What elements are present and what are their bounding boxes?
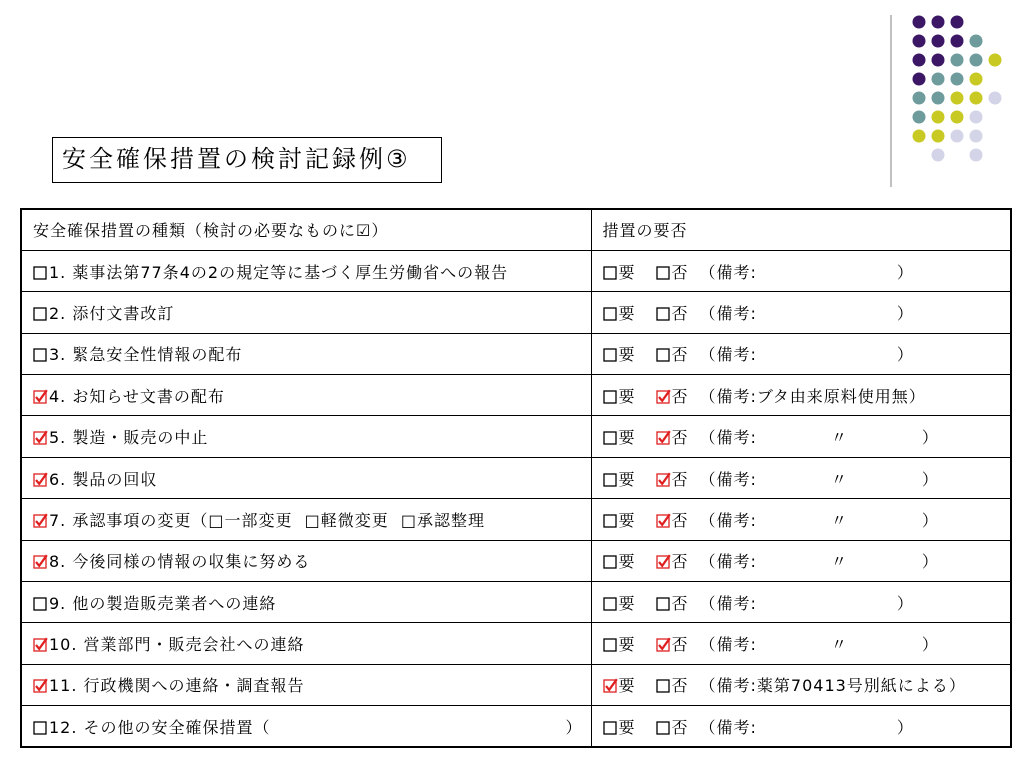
required-label: 要 <box>618 635 636 655</box>
table-row <box>21 582 1011 623</box>
dot-teal <box>970 54 983 67</box>
measures-table-body <box>21 209 1011 747</box>
check-mark-icon <box>36 638 47 649</box>
dot-lavender <box>951 130 964 143</box>
required-option[interactable] <box>603 632 656 655</box>
dot-yellow <box>932 111 945 124</box>
dot-teal <box>951 73 964 86</box>
checkbox-icon <box>603 637 618 652</box>
required-label: 要 <box>618 386 636 406</box>
not-required-label: 否 <box>671 717 689 737</box>
checkbox-icon <box>603 430 618 445</box>
checkbox-icon <box>656 265 671 280</box>
remarks-close: ） <box>948 676 966 696</box>
check-mark-icon <box>36 680 47 691</box>
checkbox-icon <box>656 596 671 611</box>
required-label: 要 <box>618 510 636 530</box>
required-checkbox-unchecked[interactable] <box>603 430 618 445</box>
not-required-option[interactable] <box>656 301 700 324</box>
not-required-label: 否 <box>671 510 689 530</box>
measure-checkbox-checked[interactable] <box>33 554 48 569</box>
measure-cell <box>21 416 591 457</box>
check-mark-icon <box>659 473 670 484</box>
required-label: 要 <box>618 717 636 737</box>
checkbox-icon <box>33 472 48 487</box>
not-required-checkbox-checked[interactable] <box>656 430 671 445</box>
checkbox-icon <box>656 347 671 362</box>
not-required-checkbox-checked[interactable] <box>656 513 671 528</box>
not-required-label: 否 <box>671 262 689 282</box>
measure-checkbox-unchecked[interactable] <box>33 306 48 321</box>
check-mark-icon <box>659 514 670 525</box>
checkbox-frame <box>604 639 616 651</box>
not-required-checkbox-unchecked[interactable] <box>656 265 671 280</box>
remarks-text: 〃 <box>830 510 848 530</box>
not-required-option[interactable] <box>656 715 700 738</box>
measure-label: 7. 承認事項の変更（□一部変更 □軽微変更 □承認整理 <box>49 510 486 530</box>
checkbox-frame <box>604 515 616 527</box>
remarks-close: ） <box>921 635 939 655</box>
remarks-text: 薬第70413号別紙による <box>756 676 949 696</box>
checkbox-frame <box>34 598 46 610</box>
header-measure-type: 安全確保措置の種類（検討の必要なものに☑） <box>21 209 591 250</box>
check-mark-icon <box>36 556 47 567</box>
required-option[interactable] <box>603 715 656 738</box>
remarks-open: （備考: <box>699 510 757 530</box>
required-label: 要 <box>618 303 636 323</box>
remarks-text: 〃 <box>830 552 848 572</box>
measure-checkbox-checked[interactable] <box>33 472 48 487</box>
checkbox-icon <box>33 678 48 693</box>
not-required-checkbox-unchecked[interactable] <box>656 720 671 735</box>
not-required-checkbox-checked[interactable] <box>656 472 671 487</box>
measure-cell <box>21 540 591 581</box>
decorative-dots <box>880 0 1024 200</box>
checkbox-icon <box>33 389 48 404</box>
measure-cell <box>21 664 591 705</box>
not-required-checkbox-unchecked[interactable] <box>656 596 671 611</box>
remarks-open: （備考: <box>699 428 757 448</box>
required-option[interactable] <box>603 425 656 448</box>
required-label: 要 <box>618 262 636 282</box>
necessity-cell <box>591 250 1011 291</box>
not-required-label: 否 <box>671 469 689 489</box>
dot-yellow <box>970 92 983 105</box>
measure-cell <box>21 375 591 416</box>
checkbox-frame <box>604 267 616 279</box>
table-row <box>21 416 1011 457</box>
checkbox-icon <box>603 306 618 321</box>
checkbox-icon <box>603 347 618 362</box>
measure-checkbox-checked[interactable] <box>33 430 48 445</box>
remarks-text: 〃 <box>830 635 848 655</box>
checkbox-icon <box>656 306 671 321</box>
dot-yellow <box>951 111 964 124</box>
necessity-cell <box>591 582 1011 623</box>
measure-cell <box>21 457 591 498</box>
dot-teal <box>932 73 945 86</box>
remarks-open: （備考: <box>699 717 757 737</box>
remarks-open: （備考: <box>699 676 757 696</box>
measure-label: 8. 今後同様の情報の収集に努める <box>49 552 311 572</box>
checkbox-frame <box>604 391 616 403</box>
checkbox-frame <box>657 349 669 361</box>
check-mark-icon <box>659 390 670 401</box>
dot-lavender <box>970 111 983 124</box>
dot-yellow <box>970 73 983 86</box>
measure-checkbox-checked[interactable] <box>33 513 48 528</box>
measure-label: 4. お知らせ文書の配布 <box>49 386 225 406</box>
checkbox-frame <box>604 474 616 486</box>
checkbox-frame <box>604 432 616 444</box>
not-required-label: 否 <box>671 676 689 696</box>
checkbox-icon <box>656 678 671 693</box>
checkbox-frame <box>604 556 616 568</box>
required-option[interactable] <box>603 260 656 283</box>
remarks-text: ブタ由来原料使用無 <box>756 386 909 406</box>
not-required-label: 否 <box>671 386 689 406</box>
necessity-cell <box>591 540 1011 581</box>
checkbox-icon <box>33 720 48 735</box>
checkbox-icon <box>656 637 671 652</box>
required-label: 要 <box>618 428 636 448</box>
required-option[interactable] <box>603 342 656 365</box>
checkbox-frame <box>34 267 46 279</box>
necessity-cell <box>591 664 1011 705</box>
required-checkbox-unchecked[interactable] <box>603 306 618 321</box>
measure-checkbox-unchecked[interactable] <box>33 347 48 362</box>
not-required-option[interactable] <box>656 342 700 365</box>
necessity-cell <box>591 333 1011 374</box>
necessity-cell <box>591 375 1011 416</box>
measure-cell <box>21 499 591 540</box>
dot-purple <box>913 54 926 67</box>
check-mark-icon <box>36 514 47 525</box>
checkbox-icon <box>656 472 671 487</box>
required-option[interactable] <box>603 673 656 696</box>
dot-purple <box>932 16 945 29</box>
remarks-open: （備考: <box>699 593 757 613</box>
necessity-cell <box>591 499 1011 540</box>
remarks-close: ） <box>896 717 914 737</box>
not-required-label: 否 <box>671 552 689 572</box>
dot-yellow <box>932 130 945 143</box>
check-mark-icon <box>659 556 670 567</box>
required-checkbox-unchecked[interactable] <box>603 554 618 569</box>
measure-checkbox-checked[interactable] <box>33 389 48 404</box>
measure-label: 3. 緊急安全性情報の配布 <box>49 345 243 365</box>
page-title: 安全確保措置の検討記録例③ <box>52 137 442 183</box>
not-required-option[interactable] <box>656 260 700 283</box>
checkbox-frame <box>657 680 669 692</box>
required-checkbox-unchecked[interactable] <box>603 720 618 735</box>
not-required-option[interactable] <box>656 549 700 572</box>
measure-checkbox-unchecked[interactable] <box>33 720 48 735</box>
checkbox-icon <box>33 637 48 652</box>
table-row <box>21 375 1011 416</box>
check-mark-icon <box>36 431 47 442</box>
remarks-close: ） <box>921 552 939 572</box>
measure-cell <box>21 706 591 747</box>
required-option[interactable] <box>603 301 656 324</box>
checkbox-icon <box>603 265 618 280</box>
required-checkbox-unchecked[interactable] <box>603 596 618 611</box>
table-row <box>21 499 1011 540</box>
table-row <box>21 250 1011 291</box>
remarks-open: （備考: <box>699 345 757 365</box>
checkbox-frame <box>34 349 46 361</box>
checkbox-icon <box>656 389 671 404</box>
checkbox-icon <box>603 513 618 528</box>
not-required-label: 否 <box>671 303 689 323</box>
checkbox-frame <box>657 267 669 279</box>
dot-teal <box>913 111 926 124</box>
check-mark-icon <box>36 473 47 484</box>
not-required-option[interactable] <box>656 673 700 696</box>
measure-cell <box>21 582 591 623</box>
not-required-checkbox-unchecked[interactable] <box>656 347 671 362</box>
checkbox-icon <box>656 720 671 735</box>
measure-label-close: ） <box>565 717 583 737</box>
measure-label: 12. その他の安全確保措置（ <box>49 717 271 737</box>
checkbox-frame <box>34 722 46 734</box>
checkbox-icon <box>603 678 618 693</box>
measure-label: 6. 製品の回収 <box>49 469 158 489</box>
check-mark-icon <box>606 680 617 691</box>
required-label: 要 <box>618 676 636 696</box>
table-row <box>21 623 1011 664</box>
remarks-close: ） <box>921 469 939 489</box>
remarks-close: ） <box>896 345 914 365</box>
remarks-close: ） <box>896 303 914 323</box>
remarks-close: ） <box>896 593 914 613</box>
necessity-cell <box>591 457 1011 498</box>
measure-checkbox-checked[interactable] <box>33 678 48 693</box>
header-necessity: 措置の要否 <box>591 209 1011 250</box>
required-checkbox-unchecked[interactable] <box>603 637 618 652</box>
dot-purple <box>951 16 964 29</box>
required-option[interactable] <box>603 591 656 614</box>
necessity-cell <box>591 416 1011 457</box>
measure-checkbox-unchecked[interactable] <box>33 265 48 280</box>
measure-label: 10. 営業部門・販売会社への連絡 <box>49 635 305 655</box>
remarks-text: 〃 <box>830 469 848 489</box>
checkbox-frame <box>657 598 669 610</box>
checkbox-icon <box>656 554 671 569</box>
checkbox-icon <box>603 596 618 611</box>
dot-purple <box>932 54 945 67</box>
checkbox-icon <box>33 265 48 280</box>
remarks-open: （備考: <box>699 552 757 572</box>
not-required-checkbox-checked[interactable] <box>656 554 671 569</box>
checkbox-icon <box>33 306 48 321</box>
required-label: 要 <box>618 469 636 489</box>
required-checkbox-unchecked[interactable] <box>603 389 618 404</box>
required-checkbox-unchecked[interactable] <box>603 347 618 362</box>
check-mark-icon <box>659 431 670 442</box>
checkbox-frame <box>604 349 616 361</box>
dot-purple <box>913 16 926 29</box>
measure-checkbox-checked[interactable] <box>33 637 48 652</box>
dot-teal <box>932 92 945 105</box>
remarks-close: ） <box>908 386 926 406</box>
not-required-option[interactable] <box>656 632 700 655</box>
dot-teal <box>913 92 926 105</box>
dot-purple <box>951 35 964 48</box>
dot-teal <box>970 35 983 48</box>
measure-cell <box>21 250 591 291</box>
required-label: 要 <box>618 345 636 365</box>
measure-cell <box>21 292 591 333</box>
remarks-open: （備考: <box>699 386 757 406</box>
required-label: 要 <box>618 593 636 613</box>
table-row <box>21 706 1011 747</box>
dot-purple <box>913 35 926 48</box>
checkbox-icon <box>603 554 618 569</box>
checkbox-icon <box>33 430 48 445</box>
checkbox-icon <box>603 720 618 735</box>
dot-purple <box>913 73 926 86</box>
checkbox-frame <box>657 308 669 320</box>
not-required-checkbox-unchecked[interactable] <box>656 678 671 693</box>
dot-lavender <box>932 149 945 162</box>
measure-checkbox-unchecked[interactable] <box>33 596 48 611</box>
necessity-cell <box>591 292 1011 333</box>
measure-label: 1. 薬事法第77条4の2の規定等に基づく厚生労働省への報告 <box>49 262 509 282</box>
measure-label: 5. 製造・販売の中止 <box>49 428 209 448</box>
not-required-label: 否 <box>671 593 689 613</box>
required-checkbox-checked[interactable] <box>603 678 618 693</box>
table-row <box>21 540 1011 581</box>
measure-cell <box>21 333 591 374</box>
required-label: 要 <box>618 552 636 572</box>
checkbox-frame <box>604 722 616 734</box>
not-required-checkbox-checked[interactable] <box>656 389 671 404</box>
checkbox-icon <box>656 513 671 528</box>
not-required-option[interactable] <box>656 591 700 614</box>
remarks-close: ） <box>896 262 914 282</box>
required-option[interactable] <box>603 467 656 490</box>
dot-teal <box>951 54 964 67</box>
checkbox-frame <box>604 598 616 610</box>
remarks-open: （備考: <box>699 262 757 282</box>
necessity-cell <box>591 706 1011 747</box>
dot-lavender <box>989 92 1002 105</box>
table-row <box>21 333 1011 374</box>
checkbox-icon <box>33 347 48 362</box>
checkbox-frame <box>657 722 669 734</box>
not-required-option[interactable] <box>656 384 700 407</box>
required-checkbox-unchecked[interactable] <box>603 265 618 280</box>
required-checkbox-unchecked[interactable] <box>603 472 618 487</box>
not-required-option[interactable] <box>656 467 700 490</box>
not-required-label: 否 <box>671 635 689 655</box>
dot-yellow <box>989 54 1002 67</box>
checkbox-icon <box>603 389 618 404</box>
measures-table <box>20 208 1012 748</box>
checkbox-icon <box>33 596 48 611</box>
dot-yellow <box>913 130 926 143</box>
not-required-label: 否 <box>671 428 689 448</box>
table-row <box>21 457 1011 498</box>
required-option[interactable] <box>603 384 656 407</box>
required-checkbox-unchecked[interactable] <box>603 513 618 528</box>
remarks-open: （備考: <box>699 469 757 489</box>
table-row <box>21 664 1011 705</box>
checkbox-icon <box>656 430 671 445</box>
required-option[interactable] <box>603 508 656 531</box>
necessity-cell <box>591 623 1011 664</box>
dot-purple <box>932 35 945 48</box>
checkbox-frame <box>34 308 46 320</box>
checkbox-icon <box>603 472 618 487</box>
not-required-option[interactable] <box>656 508 700 531</box>
dot-lavender <box>970 149 983 162</box>
measure-label: 9. 他の製造販売業者への連絡 <box>49 593 277 613</box>
remarks-open: （備考: <box>699 303 757 323</box>
remarks-open: （備考: <box>699 635 757 655</box>
check-mark-icon <box>659 638 670 649</box>
not-required-checkbox-unchecked[interactable] <box>656 306 671 321</box>
check-mark-icon <box>36 390 47 401</box>
measure-label: 2. 添付文書改訂 <box>49 303 175 323</box>
remarks-close: ） <box>921 510 939 530</box>
not-required-checkbox-checked[interactable] <box>656 637 671 652</box>
remarks-close: ） <box>921 428 939 448</box>
not-required-option[interactable] <box>656 425 700 448</box>
remarks-text: 〃 <box>830 428 848 448</box>
table-row <box>21 292 1011 333</box>
required-option[interactable] <box>603 549 656 572</box>
checkbox-icon <box>33 513 48 528</box>
checkbox-icon <box>33 554 48 569</box>
not-required-label: 否 <box>671 345 689 365</box>
dot-lavender <box>970 130 983 143</box>
checkbox-frame <box>604 308 616 320</box>
table-header-row <box>21 209 1011 250</box>
measure-label: 11. 行政機関への連絡・調査報告 <box>49 676 305 696</box>
measure-cell <box>21 623 591 664</box>
dot-yellow <box>951 92 964 105</box>
